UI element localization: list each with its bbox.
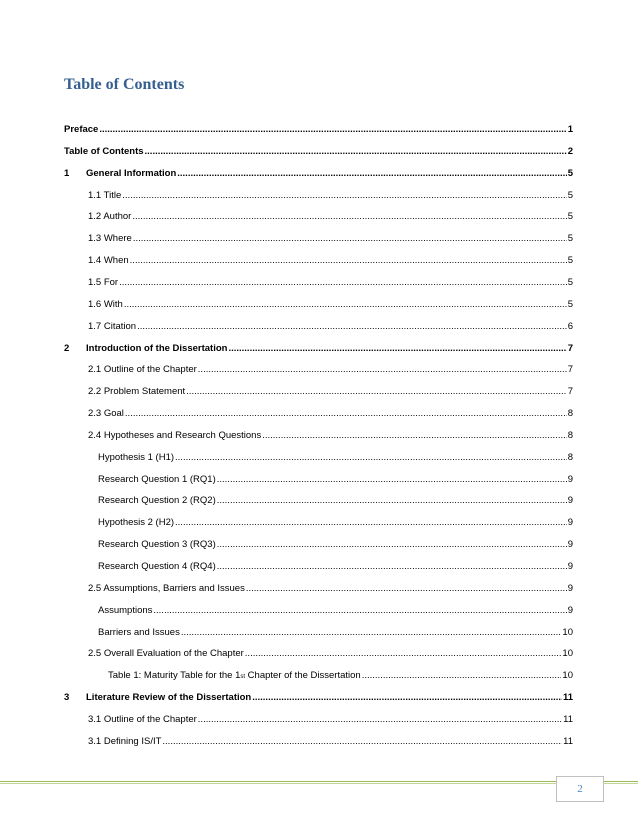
toc-entry-page: 9 xyxy=(567,582,573,594)
dot-leader xyxy=(153,604,566,618)
dot-leader xyxy=(217,473,567,487)
toc-entry-number: 3 xyxy=(64,692,70,704)
toc-entry[interactable] xyxy=(88,276,573,290)
toc-entry-label: 1.3 Where xyxy=(88,233,132,245)
toc-entry[interactable] xyxy=(88,189,573,203)
toc-entry[interactable] xyxy=(88,320,573,334)
page-title: Table of Contents xyxy=(64,76,185,93)
toc-entry-page: 11 xyxy=(563,735,573,747)
toc-entry-page: 10 xyxy=(562,626,573,638)
toc-entry-label: Research Question 1 (RQ1) xyxy=(98,473,216,485)
toc-entry[interactable] xyxy=(88,407,573,421)
dot-leader xyxy=(162,735,562,749)
toc-entry-label: Hypothesis 1 (H1) xyxy=(98,451,175,463)
toc-entry-page: 5 xyxy=(567,255,573,267)
toc-entry[interactable] xyxy=(98,451,573,465)
toc-entry-label: Research Question 4 (RQ4) xyxy=(98,561,216,572)
toc-entry[interactable] xyxy=(98,494,573,508)
toc-entry-label: 1.5 For xyxy=(88,276,119,288)
toc-entry[interactable] xyxy=(64,691,573,705)
toc-entry[interactable] xyxy=(88,713,573,727)
dot-leader xyxy=(119,276,567,290)
toc-entry-page: 9 xyxy=(567,473,573,485)
footer-divider-secondary xyxy=(0,783,638,784)
toc-entry-page: 2 xyxy=(567,145,573,157)
toc-entry-label: Research Question 2 (RQ2) xyxy=(98,495,216,507)
toc-entry-page: 5 xyxy=(567,298,573,310)
footer-divider xyxy=(0,781,638,782)
toc-entry-page: 9 xyxy=(567,561,573,572)
toc-entry-label: 3.1 Defining IS/IT xyxy=(88,735,162,747)
dot-leader xyxy=(252,691,562,705)
toc-entry[interactable] xyxy=(98,538,573,552)
toc-entry-label: 1.1 Title xyxy=(88,189,122,201)
dot-leader xyxy=(228,342,566,356)
toc-entry-label: 1.7 Citation xyxy=(88,320,137,332)
toc-entry-label: Table of Contents xyxy=(64,145,144,157)
dot-leader xyxy=(132,210,566,224)
dot-leader xyxy=(198,713,562,727)
dot-leader xyxy=(99,123,566,137)
dot-leader xyxy=(124,298,567,312)
toc-entry-label: 2.5 Overall Evaluation of the Chapter xyxy=(88,648,244,660)
toc-entry[interactable] xyxy=(98,626,573,640)
toc-entry-label: General Information xyxy=(86,167,177,179)
toc-entry-label: Table 1: Maturity Table for the 1 xyxy=(108,670,241,682)
toc-entry-page: 1 xyxy=(567,124,573,135)
dot-leader xyxy=(362,669,562,683)
toc-entry-label: 2.5 Assumptions, Barriers and Issues xyxy=(88,582,245,594)
toc-entry-page: 7 xyxy=(567,386,573,398)
toc-entry[interactable] xyxy=(64,167,573,181)
toc-entry-page: 5 xyxy=(567,233,573,245)
toc-entry[interactable] xyxy=(88,735,573,749)
toc-entry-page: 7 xyxy=(567,342,573,354)
toc-entry-page: 9 xyxy=(567,495,573,507)
toc-entry[interactable] xyxy=(88,582,573,596)
dot-leader xyxy=(246,582,567,596)
toc-entry-label-continued: Chapter of the Dissertation xyxy=(245,670,361,682)
toc-entry-label: Literature Review of the Dissertation xyxy=(86,692,252,704)
toc-entry-label: 2.3 Goal xyxy=(88,408,124,420)
toc-entry-label: 3.1 Outline of the Chapter xyxy=(88,713,197,725)
toc-entry-label: 1.6 With xyxy=(88,298,123,310)
dot-leader xyxy=(217,560,567,574)
toc-entry-label: 1.4 When xyxy=(88,255,129,267)
toc-entry[interactable]: Table 1: Maturity Table for the 1 st Chapter of the Dissertation ..... 10 xyxy=(108,669,573,683)
dot-leader xyxy=(198,363,567,377)
toc-entry-number: 2 xyxy=(64,342,70,354)
toc-entry[interactable] xyxy=(88,254,573,268)
toc-entry-page: 10 xyxy=(562,648,573,660)
dot-leader xyxy=(137,320,567,334)
dot-leader xyxy=(245,647,562,661)
toc-entry[interactable] xyxy=(88,363,573,377)
toc-entry-label: 1.2 Author xyxy=(88,211,132,223)
dot-leader xyxy=(262,429,566,443)
dot-leader xyxy=(133,232,567,246)
toc-entry[interactable] xyxy=(98,516,573,530)
toc-entry-page: 11 xyxy=(563,713,573,725)
toc-entry[interactable] xyxy=(64,145,573,159)
toc-entry-label: Hypothesis 2 (H2) xyxy=(98,517,175,529)
toc-entry[interactable] xyxy=(88,210,573,224)
toc-entry-page: 5 xyxy=(567,211,573,223)
toc-entry-label: 2.4 Hypotheses and Research Questions xyxy=(88,429,262,441)
toc-entry-label: Barriers and Issues xyxy=(98,626,180,638)
toc-entry[interactable] xyxy=(88,232,573,246)
toc-entry-page: 5 xyxy=(567,167,573,179)
toc-entry[interactable] xyxy=(88,429,573,443)
toc-entry[interactable] xyxy=(98,560,573,574)
toc-entry-page: 9 xyxy=(567,517,573,529)
toc-entry-label: 2.2 Problem Statement xyxy=(88,386,186,398)
dot-leader xyxy=(175,516,567,530)
dot-leader xyxy=(177,167,566,181)
toc-entry-page: 5 xyxy=(567,189,573,201)
toc-entry[interactable] xyxy=(64,342,573,356)
dot-leader xyxy=(145,145,567,159)
toc-entry-number: 1 xyxy=(64,167,70,179)
dot-leader xyxy=(125,407,567,421)
toc-entry-page: 9 xyxy=(567,539,573,551)
toc-entry-label: Research Question 3 (RQ3) xyxy=(98,539,216,551)
toc-entry-label: Preface xyxy=(64,124,99,135)
dot-leader xyxy=(217,538,567,552)
dot-leader xyxy=(130,254,567,268)
page-number: 2 xyxy=(556,776,604,802)
toc-entry-page: 6 xyxy=(567,320,573,332)
toc-entry[interactable] xyxy=(64,123,573,137)
toc-entry-page: 8 xyxy=(567,451,573,463)
toc-entry[interactable] xyxy=(98,473,573,487)
dot-leader xyxy=(186,385,567,399)
toc-entry-label: 2.1 Outline of the Chapter xyxy=(88,364,197,376)
toc-entry-label: Assumptions xyxy=(98,604,153,616)
dot-leader xyxy=(122,189,566,203)
toc-entry[interactable] xyxy=(98,604,573,618)
toc-entry[interactable] xyxy=(88,385,573,399)
toc-entry[interactable] xyxy=(88,298,573,312)
toc-entry-page: 5 xyxy=(567,276,573,288)
dot-leader xyxy=(175,451,567,465)
toc-entry-page: 7 xyxy=(567,364,573,376)
toc-entry-page: 9 xyxy=(567,604,573,616)
dot-leader xyxy=(217,494,567,508)
toc-entry-label: Introduction of the Dissertation xyxy=(86,342,228,354)
toc-entry-page: 11 xyxy=(562,692,573,704)
toc-entry-page: 8 xyxy=(567,429,573,441)
toc-entry-page: 8 xyxy=(567,408,573,420)
toc-entry[interactable] xyxy=(88,647,573,661)
toc-entry-page: 10 xyxy=(562,670,573,682)
dot-leader xyxy=(181,626,562,640)
